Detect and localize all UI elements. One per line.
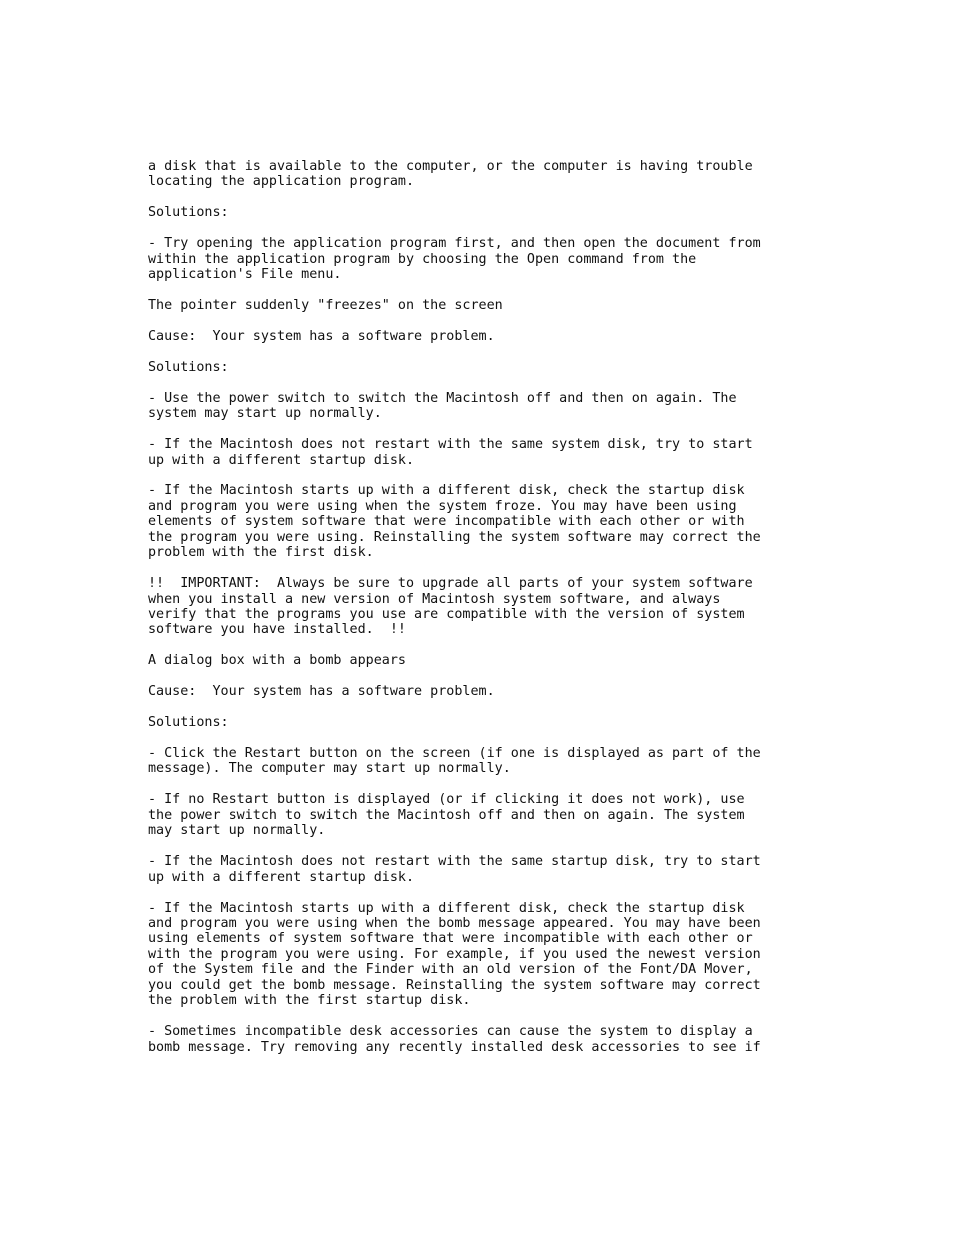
text-line: A dialog box with a bomb appears [148,653,406,669]
paragraph [148,901,848,1009]
paragraph [148,236,848,282]
paragraph [148,684,848,699]
text-line: application's File menu. [148,267,342,283]
paragraph [148,746,848,777]
paragraph [148,360,848,375]
text-line: up with a different startup disk. [148,452,415,468]
paragraph [148,576,848,638]
text-line: elements of system software that were incompatible with each other or with [148,514,745,530]
text-line: and program you were using when the bomb message appeared. You may have been [148,915,761,931]
text-line: software you have installed. !! [148,622,406,638]
text-line: within the application program by choosing the Open command from the [148,251,697,267]
paragraph [148,854,848,885]
text-line: a disk that is available to the computer, or the computer is having trouble [148,159,753,174]
text-line: problem with the first disk. [148,545,374,561]
paragraph [148,1024,848,1055]
text-line: !! IMPORTANT: Always be sure to upgrade all parts of your system software [148,576,753,592]
paragraph [148,159,848,190]
text-line: with the program you were using. For example, if you used the newest version [148,946,761,962]
text-line: message). The computer may start up normally. [148,761,511,777]
text-line: locating the application program. [148,174,415,190]
paragraph [148,437,848,468]
text-line: when you install a new version of Macintosh system software, and always [148,591,721,607]
paragraph [148,653,848,668]
text-line: Cause: Your system has a software problem. [148,684,495,700]
text-line: - Try opening the application program first, and then open the document from [148,236,761,252]
text-line: the power switch to switch the Macintosh off and then on again. The system [148,807,745,823]
text-line: up with a different startup disk. [148,869,415,885]
text-line: bomb message. Try removing any recently installed desk accessories to see if [148,1039,761,1055]
text-line: verify that the programs you use are compatible with the version of system [148,607,745,622]
text-line: and program you were using when the system froze. You may have been using [148,498,737,514]
paragraph [148,715,848,730]
text-line: Cause: Your system has a software problem. [148,328,495,344]
paragraph [148,391,848,422]
text-line: Solutions: [148,715,229,731]
text-line: Solutions: [148,205,229,221]
text-line: of the System file and the Finder with an old version of the Font/DA Mover, [148,962,753,978]
text-line: - If the Macintosh does not restart with the same startup disk, try to start [148,854,761,870]
text-line: - If the Macintosh starts up with a different disk, check the startup disk [148,900,745,916]
text-line: the program you were using. Reinstalling the system software may correct the [148,529,761,545]
text-line: Solutions: [148,359,229,375]
text-line: - Use the power switch to switch the Macintosh off and then on again. The [148,390,737,406]
text-line: - If the Macintosh does not restart with the same system disk, try to start [148,437,753,453]
paragraph [148,792,848,838]
paragraph [148,483,848,560]
text-line: may start up normally. [148,823,326,839]
document-body [148,159,848,1070]
text-line: - Click the Restart button on the screen (if one is displayed as part of the [148,746,761,762]
text-line: system may start up normally. [148,406,382,422]
paragraph [148,298,848,313]
text-line: - If no Restart button is displayed (or if clicking it does not work), use [148,792,745,808]
paragraph [148,205,848,220]
text-line: using elements of system software that were incompatible with each other or [148,931,753,947]
text-line: - Sometimes incompatible desk accessories can cause the system to display a [148,1024,753,1040]
text-line: the problem with the first startup disk. [148,993,471,1009]
text-line: The pointer suddenly "freezes" on the screen [148,298,503,314]
text-line: you could get the bomb message. Reinstalling the system software may correct [148,977,761,993]
paragraph [148,329,848,344]
text-line: - If the Macintosh starts up with a different disk, check the startup disk [148,483,745,499]
